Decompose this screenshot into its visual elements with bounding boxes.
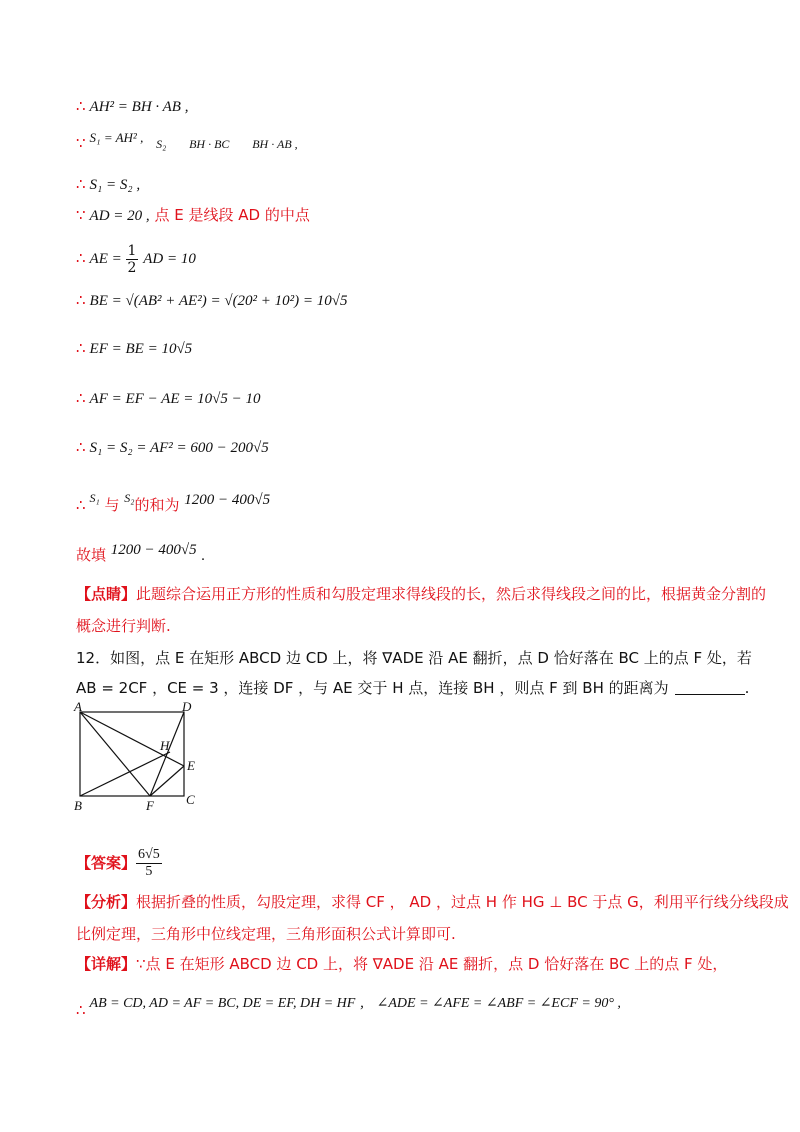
answer-blank xyxy=(675,694,745,695)
label-e: E xyxy=(187,758,195,773)
proof-line-6: ∴ BE = √(AB² + AE²) = √(20² + 10²) = 10√5 xyxy=(76,291,348,309)
proof-line-5: ∴ AE = $\frac{1}{2}$ AD = 10 xyxy=(76,242,196,276)
analysis-line-1: 【分析】根据折叠的性质，勾股定理，求得 CF ， AD ，过点 H 作 HG ⊥ BC 于点 G，利用平行线分线段成 xyxy=(76,893,789,911)
proof-line-2: ∵ S₁ = AH² , S₂ BH · BC BH · AB , xyxy=(76,130,298,152)
analysis-line-2: 比例定理，三角形中位线定理，三角形面积公式计算即可. xyxy=(76,925,456,943)
comment-line-1: 【点睛】此题综合运用正方形的性质和勾股定理求得线段的长，然后求得线段之间的比，根据黄金分割的 xyxy=(76,585,767,603)
proof-line-9: ∴ S₁ = S₂ = AF² = 600 − 200√5 xyxy=(76,438,269,456)
proof-line-11: 故填 1200 − 400√5 . xyxy=(76,542,206,564)
label-d: D xyxy=(182,700,192,714)
proof-line-7: ∴ EF = BE = 10√5 xyxy=(76,339,193,357)
segment-bh xyxy=(80,752,170,796)
comment-tag: 【点睛】 xyxy=(76,585,137,603)
problem-line-2: AB = 2CF ，CE = 3 ，连接 DF ，与 AE 交于 H 点，连接 BH ，则点 F 到 BH 的距离为 . xyxy=(76,679,750,697)
answer-tag: 【答案】 xyxy=(76,854,137,872)
comment-line-2: 概念进行判断. xyxy=(76,617,171,635)
analysis-tag: 【分析】 xyxy=(76,893,137,911)
proof-line-4: ∵ AD = 20 , 点 E 是线段 AD 的中点 xyxy=(76,206,310,224)
proof-line-10: ∴ $^{S_1}$ 与 $^{S_2}$的和为 1200 − 400√5 xyxy=(76,491,271,514)
rectangle-abcd xyxy=(80,712,184,796)
therefore-symbol: ∴ xyxy=(76,97,86,115)
label-b: B xyxy=(74,798,82,813)
segment-af xyxy=(80,712,150,796)
fraction-half: $\frac{1}{2}$ xyxy=(127,242,137,276)
label-a: A xyxy=(74,700,82,714)
segment-fe xyxy=(150,766,184,796)
detail-line-1: 【详解】∵点 E 在矩形 ABCD 边 CD 上，将 ∇ADE 沿 AE 翻折，点 D 恰好落在 BC 上的点 F 处， xyxy=(76,955,728,973)
proof-line-3: ∴ S₁ = S₂ , xyxy=(76,175,141,193)
detail-line-2: ∴ AB = CD, AD = AF = BC, DE = EF, DH = HF , ∠ADE = ∠AFE = ∠ABF = ∠ECF = 90° , xyxy=(76,995,621,1019)
proof-line-8: ∴ AF = EF − AE = 10√5 − 10 xyxy=(76,389,261,407)
answer-line xyxy=(76,843,162,883)
label-h: H xyxy=(160,738,170,753)
because-symbol: ∵ xyxy=(76,134,86,152)
proof-line-1: ∴ AH² = BH · AB , xyxy=(76,97,189,115)
geometry-figure xyxy=(70,700,210,815)
detail-tag: 【详解】 xyxy=(76,955,137,973)
label-c: C xyxy=(186,792,195,807)
problem-line-1: 12．如图，点 E 在矩形 ABCD 边 CD 上，将 ∇ADE 沿 AE 翻折，点 D 恰好落在 BC 上的点 F 处，若 xyxy=(76,649,752,667)
label-f: F xyxy=(146,798,154,813)
answer-fraction: $\frac{6√5}{5}$ xyxy=(138,847,160,879)
